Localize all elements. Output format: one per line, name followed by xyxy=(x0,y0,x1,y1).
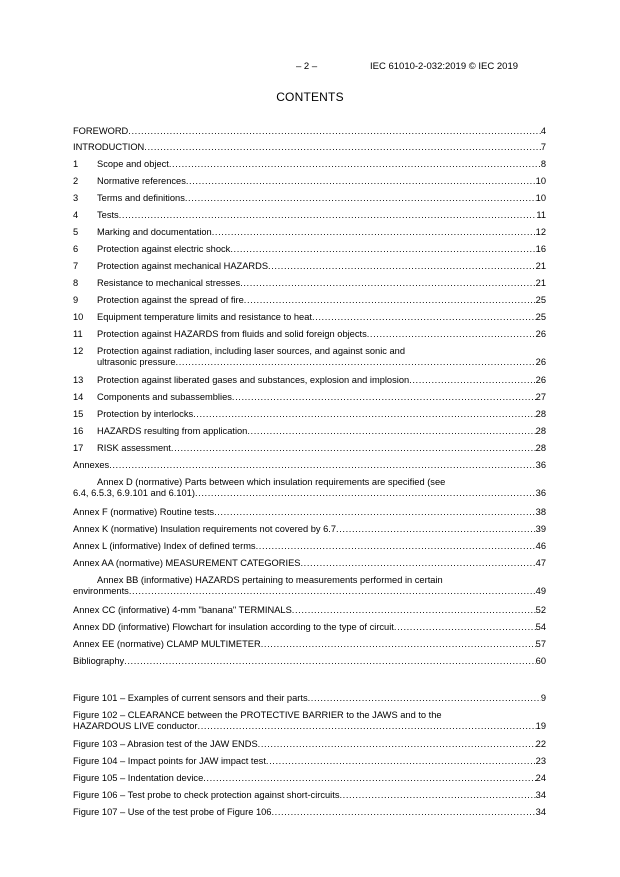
entry-page-number: 36 xyxy=(535,460,546,470)
entry-title: Annex AA (normative) MEASUREMENT CATEGORIES xyxy=(73,558,301,568)
entry-title: Tests xyxy=(97,210,119,220)
dot-leader xyxy=(185,193,536,204)
figure-entry[interactable] xyxy=(73,756,546,767)
dot-leader xyxy=(232,392,536,403)
toc-entry[interactable] xyxy=(73,524,546,535)
entry-page-number: 26 xyxy=(535,375,546,385)
entry-page-number: 54 xyxy=(535,622,546,632)
toc-entry[interactable] xyxy=(73,312,546,323)
entry-title: Protection against HAZARDS from fluids and solid foreign objects xyxy=(97,329,367,339)
dot-leader xyxy=(198,721,536,732)
entry-number: 15 xyxy=(73,409,84,419)
entry-page-number: 27 xyxy=(535,392,546,402)
entry-title: Annex K (normative) Insulation requirements not covered by 6.7 xyxy=(73,524,337,534)
entry-title: Annex F (normative) Routine tests xyxy=(73,507,215,517)
entry-title: Components and subassemblies xyxy=(97,392,232,402)
toc-entry[interactable] xyxy=(73,507,546,518)
dot-leader xyxy=(171,443,536,454)
entry-page-number: 16 xyxy=(535,244,546,254)
toc-entry[interactable] xyxy=(73,426,546,437)
dot-leader xyxy=(203,773,535,784)
entry-title: Figure 106 – Test probe to check protection against short-circuits xyxy=(73,790,340,800)
dot-leader xyxy=(268,261,536,272)
entry-page-number: 7 xyxy=(540,142,546,152)
entry-page-number: 28 xyxy=(535,443,546,453)
toc-entry[interactable] xyxy=(73,176,546,187)
entry-title: Normative references xyxy=(97,176,186,186)
dot-leader xyxy=(256,541,536,552)
entry-page-number: 10 xyxy=(535,193,546,203)
entry-page-number: 52 xyxy=(535,605,546,615)
entry-number: 3 xyxy=(73,193,79,203)
dot-leader xyxy=(258,739,536,750)
figure-entry[interactable] xyxy=(73,739,546,750)
entry-page-number: 36 xyxy=(535,488,546,498)
entry-number: 16 xyxy=(73,426,84,436)
page-number: – 2 – xyxy=(296,61,318,72)
entry-number: 10 xyxy=(73,312,84,322)
toc-entry[interactable] xyxy=(73,541,546,552)
entry-title: INTRODUCTION xyxy=(73,142,145,152)
entry-page-number: 26 xyxy=(535,329,546,339)
entry-number: 13 xyxy=(73,375,84,385)
dot-leader xyxy=(193,409,536,420)
figure-entry[interactable] xyxy=(73,790,546,801)
entry-number: 6 xyxy=(73,244,79,254)
entry-title: Protection against liberated gases and substances, explosion and implosion xyxy=(97,375,410,385)
entry-title: Resistance to mechanical stresses xyxy=(97,278,241,288)
entry-title-line1: Annex D (normative) Parts between which insulation requirements are specified (see xyxy=(97,477,446,487)
toc-entry[interactable] xyxy=(73,295,546,306)
dot-leader xyxy=(109,460,535,471)
entry-title-line1: Annex BB (informative) HAZARDS pertaining to measurements performed in certain xyxy=(97,575,443,585)
toc-entry[interactable] xyxy=(73,278,546,289)
entry-page-number: 26 xyxy=(535,357,546,367)
dot-leader xyxy=(214,507,536,518)
entry-title: 6.4, 6.5.3, 6.9.101 and 6.101) xyxy=(73,488,195,498)
entry-number: 8 xyxy=(73,278,79,288)
dot-leader xyxy=(176,357,536,368)
dot-leader xyxy=(261,639,536,650)
entry-title: Bibliography xyxy=(73,656,125,666)
entry-page-number: 21 xyxy=(535,278,546,288)
entry-number: 7 xyxy=(73,261,79,271)
entry-page-number: 57 xyxy=(535,639,546,649)
dot-leader xyxy=(124,656,535,667)
entry-title: Figure 104 – Impact points for JAW impact test xyxy=(73,756,266,766)
page-title: CONTENTS xyxy=(276,90,344,104)
entry-title: Annex L (informative) Index of defined terms xyxy=(73,541,256,551)
entry-page-number: 38 xyxy=(535,507,546,517)
entry-page-number: 4 xyxy=(540,126,546,136)
toc-entry[interactable] xyxy=(73,477,546,499)
figure-entry[interactable] xyxy=(73,693,546,704)
dot-leader xyxy=(195,488,536,499)
dot-leader xyxy=(212,227,536,238)
entry-title: Terms and definitions xyxy=(97,193,185,203)
toc-entry[interactable] xyxy=(73,375,546,386)
dot-leader xyxy=(169,159,541,170)
toc-entry[interactable] xyxy=(73,261,546,272)
entry-title: Scope and object xyxy=(97,159,169,169)
toc-entry[interactable] xyxy=(73,639,546,650)
entry-page-number: 9 xyxy=(540,693,546,703)
toc-entry[interactable] xyxy=(73,329,546,340)
dot-leader xyxy=(301,558,536,569)
dot-leader xyxy=(240,278,536,289)
toc-entry[interactable] xyxy=(73,558,546,569)
entry-title: Protection against the spread of fire xyxy=(97,295,244,305)
toc-entry[interactable] xyxy=(73,460,546,471)
entry-page-number: 34 xyxy=(535,790,546,800)
dot-leader xyxy=(394,622,536,633)
entry-page-number: 21 xyxy=(535,261,546,271)
entry-number: 1 xyxy=(73,159,79,169)
entry-title: Figure 103 – Abrasion test of the JAW ENDS xyxy=(73,739,258,749)
toc-entry[interactable] xyxy=(73,409,546,420)
entry-title: Protection against mechanical HAZARDS xyxy=(97,261,269,271)
entry-page-number: 39 xyxy=(535,524,546,534)
entry-page-number: 25 xyxy=(535,312,546,322)
entry-page-number: 8 xyxy=(540,159,546,169)
toc-entry[interactable] xyxy=(73,142,546,153)
entry-title: Figure 107 – Use of the test probe of Figure 106 xyxy=(73,807,272,817)
entry-page-number: 28 xyxy=(535,409,546,419)
toc-entry[interactable] xyxy=(73,210,546,221)
dot-leader xyxy=(128,126,541,137)
dot-leader xyxy=(144,142,541,153)
dot-leader xyxy=(409,375,535,386)
entry-number: 12 xyxy=(73,346,84,356)
entry-number: 5 xyxy=(73,227,79,237)
toc-entry[interactable] xyxy=(73,244,546,255)
dot-leader xyxy=(271,807,535,818)
entry-title: Marking and documentation xyxy=(97,227,212,237)
dot-leader xyxy=(308,693,541,704)
toc-entry[interactable] xyxy=(73,656,546,667)
entry-title: Figure 105 – Indentation device xyxy=(73,773,204,783)
entry-number: 17 xyxy=(73,443,84,453)
toc-entry[interactable] xyxy=(73,622,546,633)
entry-page-number: 47 xyxy=(535,558,546,568)
entry-title: Equipment temperature limits and resistance to heat xyxy=(97,312,312,322)
entry-page-number: 23 xyxy=(535,756,546,766)
entry-page-number: 22 xyxy=(535,739,546,749)
entry-title: Protection by interlocks xyxy=(97,409,194,419)
entry-title: FOREWORD xyxy=(73,126,129,136)
entry-title: Figure 101 – Examples of current sensors and their parts xyxy=(73,693,308,703)
entry-page-number: 49 xyxy=(535,586,546,596)
entry-page-number: 12 xyxy=(535,227,546,237)
entry-number: 9 xyxy=(73,295,79,305)
toc-entry[interactable] xyxy=(73,392,546,403)
dot-leader xyxy=(186,176,536,187)
entry-page-number: 11 xyxy=(536,210,546,220)
toc-entry[interactable] xyxy=(73,443,546,454)
dot-leader xyxy=(244,295,536,306)
entry-title-line1: Protection against radiation, including laser sources, and against sonic and xyxy=(97,346,406,356)
dot-leader xyxy=(230,244,535,255)
entry-title: Annex DD (informative) Flowchart for insulation according to the type of circuit xyxy=(73,622,394,632)
toc-entry[interactable] xyxy=(73,575,546,597)
standard-reference: IEC 61010-2-032:2019 © IEC 2019 xyxy=(370,61,519,72)
entry-page-number: 25 xyxy=(535,295,546,305)
toc-entry[interactable] xyxy=(73,126,546,137)
entry-number: 14 xyxy=(73,392,84,402)
dot-leader xyxy=(367,329,536,340)
dot-leader xyxy=(292,605,536,616)
figure-entry[interactable] xyxy=(73,710,546,732)
dot-leader xyxy=(312,312,536,323)
entry-number: 4 xyxy=(73,210,79,220)
figure-entry[interactable] xyxy=(73,773,546,784)
dot-leader xyxy=(336,524,536,535)
entry-title: Protection against electric shock xyxy=(97,244,231,254)
entry-page-number: 34 xyxy=(535,807,546,817)
entry-title: Annexes xyxy=(73,460,110,470)
toc-entry[interactable] xyxy=(73,227,546,238)
entry-page-number: 10 xyxy=(535,176,546,186)
dot-leader xyxy=(247,426,535,437)
entry-page-number: 24 xyxy=(535,773,546,783)
entry-title: HAZARDOUS LIVE conductor xyxy=(73,721,198,731)
toc-entry[interactable] xyxy=(73,605,546,616)
toc-entry[interactable] xyxy=(73,346,546,368)
entry-page-number: 60 xyxy=(535,656,546,666)
entry-title-line1: Figure 102 – CLEARANCE between the PROTECTIVE BARRIER to the JAWS and to the xyxy=(73,710,442,720)
entry-number: 11 xyxy=(73,329,83,339)
entry-title: HAZARDS resulting from application xyxy=(97,426,248,436)
entry-page-number: 28 xyxy=(535,426,546,436)
entry-title: RISK assessment xyxy=(97,443,171,453)
entry-title: environments xyxy=(73,586,129,596)
toc-entry[interactable] xyxy=(73,193,546,204)
entry-title: Annex EE (normative) CLAMP MULTIMETER xyxy=(73,639,261,649)
toc-entry[interactable] xyxy=(73,159,546,170)
entry-title: ultrasonic pressure xyxy=(97,357,176,367)
entry-page-number: 46 xyxy=(535,541,546,551)
figure-entry[interactable] xyxy=(73,807,546,818)
dot-leader xyxy=(119,210,537,221)
entry-number: 2 xyxy=(73,176,79,186)
entry-title: Annex CC (informative) 4-mm "banana" TERMINALS xyxy=(73,605,292,615)
dot-leader xyxy=(266,756,536,767)
dot-leader xyxy=(339,790,535,801)
dot-leader xyxy=(129,586,536,597)
entry-page-number: 19 xyxy=(535,721,546,731)
